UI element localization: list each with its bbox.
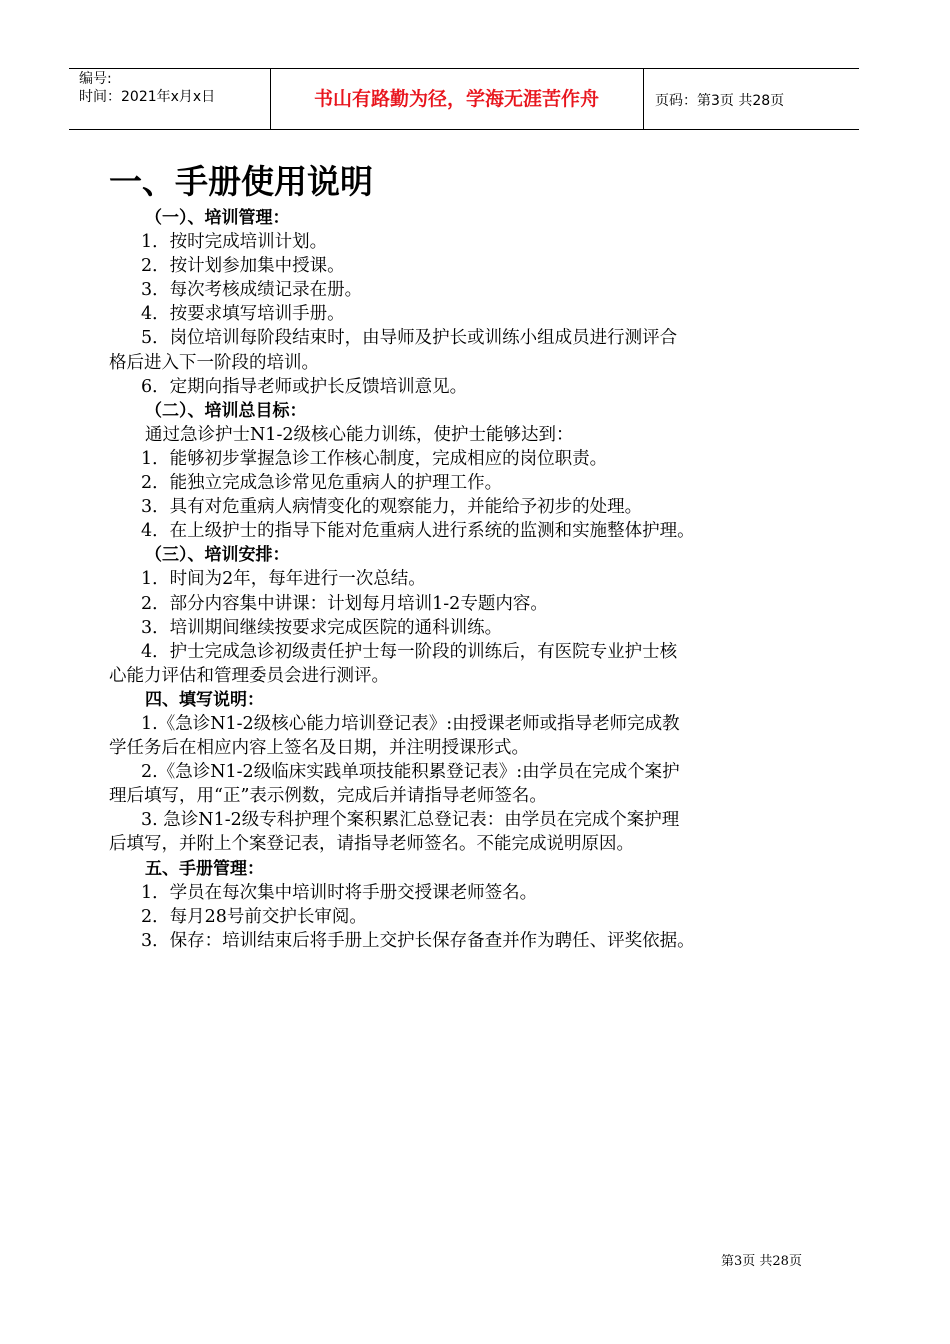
list-item: 2．按计划参加集中授课。: [141, 256, 345, 277]
list-item-continuation: 理后填写，用“正”表示例数，完成后并请指导老师签名。: [109, 786, 547, 807]
list-item: 2．部分内容集中讲课：计划每月培训1-2专题内容。: [141, 593, 548, 614]
section-heading: （二）、培训总目标：: [145, 400, 307, 421]
time-label: 时间：2021年x月x日: [79, 89, 216, 105]
list-item: 6．定期向指导老师或护长反馈培训意见。: [141, 376, 468, 397]
list-item: 3．保存：培训结束后将手册上交护长保存备查并作为聘任、评奖依据。: [141, 930, 695, 951]
list-item: 3．每次考核成绩记录在册。: [141, 280, 363, 301]
section-heading: 五、手册管理：: [145, 858, 264, 879]
list-item: 1．学员在每次集中培训时将手册交授课老师签名。: [141, 882, 538, 903]
page-code: 页码：第3页 共28页: [655, 93, 785, 109]
page-header: [69, 68, 859, 130]
page-footer: 第3页 共28页: [721, 1254, 802, 1269]
header-page-cell: [643, 69, 859, 129]
section-intro: 通过急诊护士N1-2级核心能力训练，使护士能够达到：: [145, 424, 574, 445]
list-item: 4．护士完成急诊初级责任护士每一阶段的训练后，有医院专业护士核: [141, 641, 678, 662]
list-item-continuation: 格后进入下一阶段的培训。: [109, 352, 319, 373]
list-item-continuation: 后填写，并附上个案登记表，请指导老师签名。不能完成说明原因。: [109, 834, 634, 855]
list-item: 5．岗位培训每阶段结束时，由导师及护长或训练小组成员进行测评合: [141, 328, 678, 349]
list-item: 1．能够初步掌握急诊工作核心制度，完成相应的岗位职责。: [141, 448, 608, 469]
document-body: [109, 160, 829, 953]
list-item: 2．每月28号前交护长审阅。: [141, 906, 367, 927]
list-item: 3. 急诊N1-2级专科护理个案积累汇总登记表：由学员在完成个案护理: [141, 810, 680, 831]
number-label: 编号:: [79, 71, 112, 87]
section-heading: （三）、培训安排：: [145, 545, 290, 566]
list-item: 1．按时完成培训计划。: [141, 232, 328, 253]
header-meta-cell: [69, 69, 271, 129]
list-item: 3．培训期间继续按要求完成医院的通科训练。: [141, 617, 503, 638]
list-item: 2．能独立完成急诊常见危重病人的护理工作。: [141, 473, 503, 494]
list-item: 3．具有对危重病人病情变化的观察能力，并能给予初步的处理。: [141, 497, 643, 518]
list-item-continuation: 心能力评估和管理委员会进行测评。: [109, 665, 389, 686]
list-item: 1.《急诊N1-2级核心能力培训登记表》:由授课老师或指导老师完成教: [141, 713, 680, 734]
section-heading: 四、填写说明：: [145, 689, 264, 710]
list-item: 4．按要求填写培训手册。: [141, 304, 345, 325]
page-title: 一、手册使用说明: [109, 162, 373, 201]
list-item: 2.《急诊N1-2级临床实践单项技能积累登记表》:由学员在完成个案护: [141, 762, 680, 783]
list-item: 4．在上级护士的指导下能对危重病人进行系统的监测和实施整体护理。: [141, 521, 695, 542]
header-motto-cell: [270, 69, 644, 129]
section-heading: （一）、培训管理：: [145, 208, 290, 228]
motto: 书山有路勤为径，学海无涯苦作舟: [313, 88, 599, 110]
list-item: 1．时间为2年，每年进行一次总结。: [141, 569, 426, 590]
list-item-continuation: 学任务后在相应内容上签名及日期，并注明授课形式。: [109, 738, 529, 759]
